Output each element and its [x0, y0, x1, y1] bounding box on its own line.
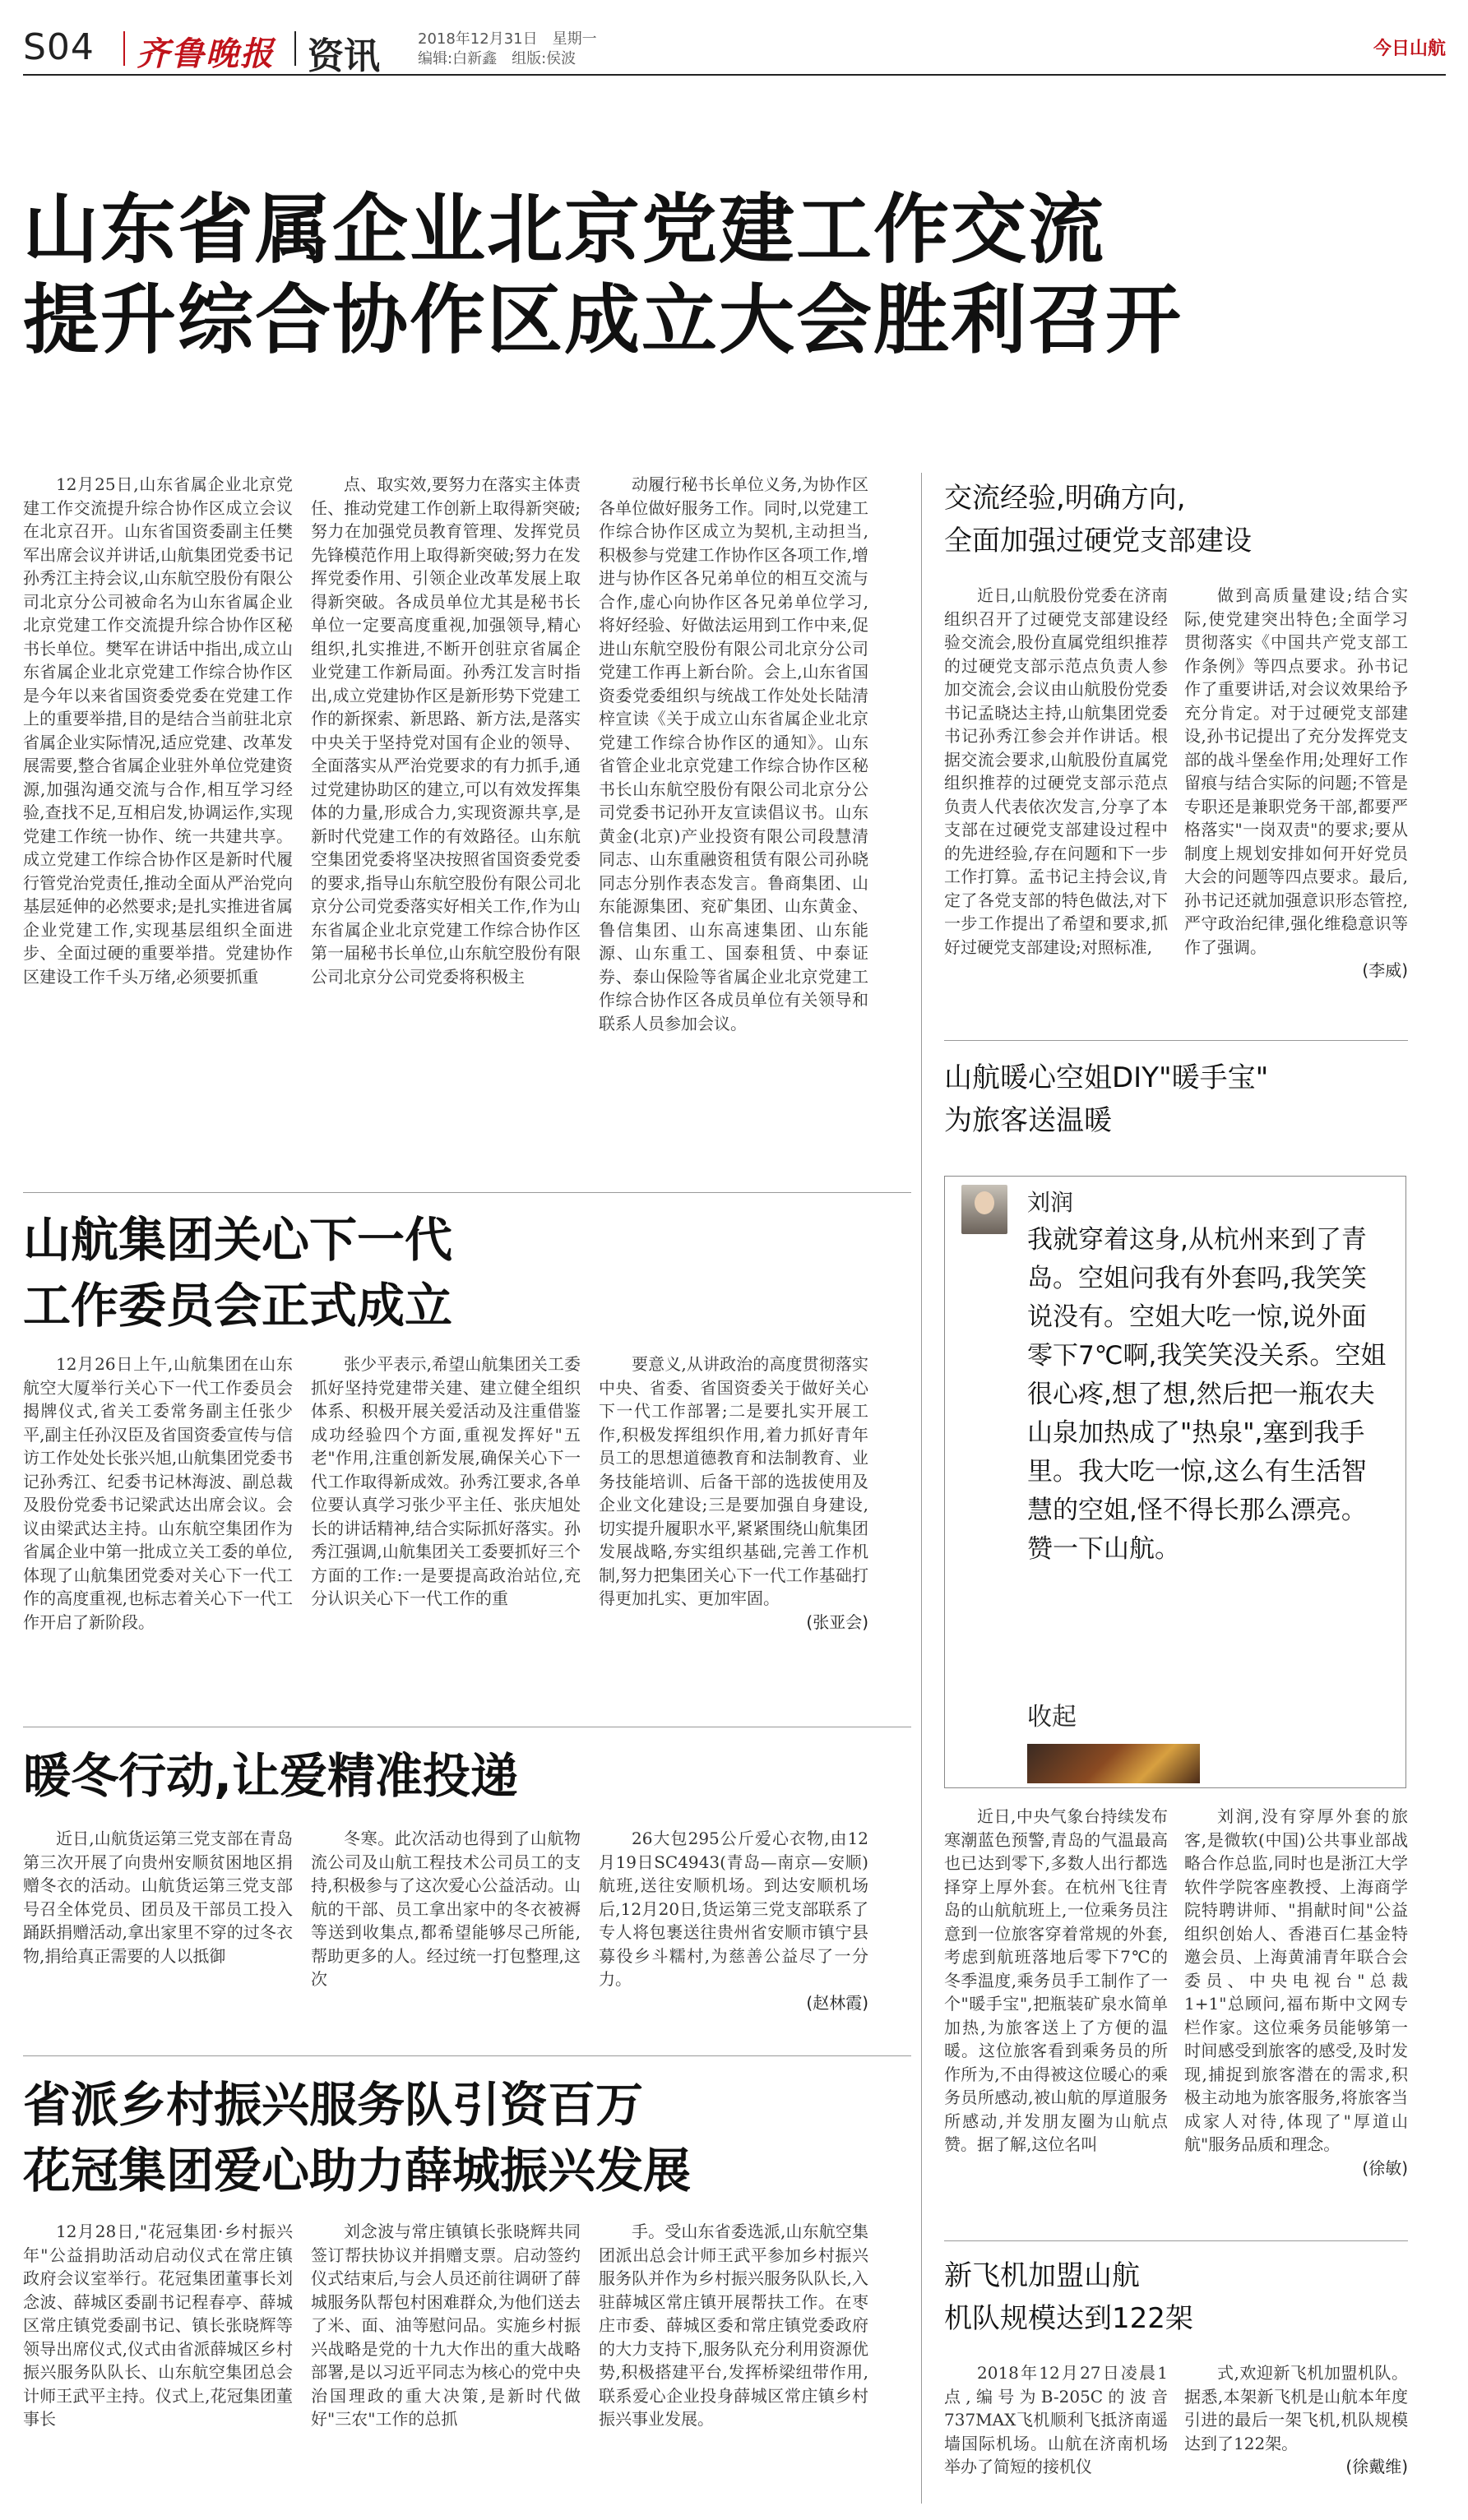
art4-headline [23, 2072, 691, 2203]
side2-headline-line-1: 山航暖心空姐DIY"暖手宝" [944, 1061, 1269, 1094]
column-rule [921, 473, 922, 2504]
side1-byline: (李威) [1362, 960, 1408, 980]
art2-text-2: 张少平表示,希望山航集团关工委抓好坚持党建带关建、建立健全组织体系、积极开展关爱活动及注重借鉴成功经验四个方面,重视发挥好"五老"作用,注重创新发展,确保关心下一代工作取得新成效。孙秀江要求,各单位要认真学习张少平主任、张庆旭处长的讲话精神,结合实际抓好落实。孙秀江强调,山航集团关工委要抓好三个方面的工作:一是要提高政治站位,充分认识关心下一代工作的重 [311, 1354, 581, 1608]
side1-headline [944, 477, 1252, 562]
side3-headline-line-2: 机队规模达到122架 [944, 2302, 1193, 2335]
art4-column-2 [311, 2220, 581, 2504]
lead-column-3 [599, 473, 868, 1180]
lead-column-2 [311, 473, 581, 1180]
art4-column-3 [599, 2220, 868, 2504]
art4-text-2: 刘念波与常庄镇镇长张晓辉共同签订帮扶协议并捐赠支票。启动签约仪式结束后,与会人员还前往调研了薛城服务队帮包村困难群众,为他们送去了米、面、油等慰问品。实施乡村振兴战略是党的十九大作出的重大战略部署,是以习近平同志为核心的党中央治国理政的重大决策,是新时代做好"三农"工作的总抓 [311, 2222, 581, 2429]
side1-text-2: 做到高质量建设;结合实际,使党建突出特色;全面学习贯彻落实《中国共产党支部工作条例》等四点要求。孙书记作了重要讲话,对会议效果给予充分肯定。对于过硬党支部建设,孙书记提出了充分发挥党支部的战斗堡垒作用;处理好工作留痕与结合实际的问题;不管是专职还是兼职党务干部,都要严格落实"一岗双责"的要求;要从制度上规划安排如何开好党员大会的问题等四点要求。最后,孙书记还就加强意识形态管控,严守政治纪律,强化维稳意识等作了强调。 [1184, 585, 1408, 957]
side3-column-2 [1184, 2361, 1408, 2504]
avatar [961, 1185, 1007, 1234]
side2-headline [944, 1057, 1268, 1142]
side3-headline-line-1: 新飞机加盟山航 [944, 2259, 1140, 2292]
weibo-post-card [944, 1176, 1406, 1788]
side2-column-2 [1184, 1805, 1408, 2232]
lead-headline-line-2: 提升综合协作区成立大会胜利召开 [23, 276, 1183, 364]
side2-text-1: 近日,中央气象台持续发布寒潮蓝色预警,青岛的气温最高也已达到零下,多数人出行都选择穿上厚外套。在杭州飞往青岛的山航航班上,一位乘务员注意到一位旅客穿着常规的外套,考虑到航班落地后零下7℃的冬季温度,乘务员手工制作了一个"暖手宝",把瓶装矿泉水简单加热,为旅客送上了方便的温暖。这位旅客看到乘务员的所作所为,不由得被这位暖心的乘务员所感动,被山航的厚道服务所感动,并发朋友圈为山航点赞。据了解,这位名叫 [944, 1806, 1168, 2154]
side2-text-2: 刘润,没有穿厚外套的旅客,是微软(中国)公共事业部战略合作总监,同时也是浙江大学软件学院客座教授、上海商学院特聘讲师、"捐献时间"公益组织创始人、香港百仁基金特邀会员、上海黄浦青年联合会委员、中央电视台"总裁1+1"总顾问,福布斯中文网专栏作家。这位乘务员能够第一时间感受到旅客的感受,及时发现,捕捉到旅客潜在的需求,积极主动地为旅客服务,将旅客当成家人对待,体现了"厚道山航"服务品质和理念。 [1184, 1806, 1408, 2154]
lead-text-2: 点、取实效,要努力在落实主体责任、推动党建工作创新上取得新突破;努力在加强党员教育管理、发挥党员先锋模范作用上取得新突破;努力在发挥党委作用、引领企业改革发展上取得新突破。各成员单位尤其是秘书长单位一定要高度重视,加强领导,精心组织,扎实推进,不断开创驻京省属企业党建工作新局面。孙秀江发言时指出,成立党建协作区是新形势下党建工作的新探索、新思路、新方法,是落实中央关于坚持党对国有企业的领导、全面落实从严治党要求的有力抓手,通过党建协助区的建立,可以有效发挥集体的力量,形成合力,实现资源共享,是新时代党建工作的有效路径。山东航空集团党委将坚决按照省国资委党委的要求,指导山东航空股份有限公司北京分公司党委落实好相关工作,作为山东省属企业北京党建工作综合协作区第一届秘书长单位,山东航空股份有限公司北京分公司党委将积极主 [311, 474, 581, 987]
post-username: 刘润 [1027, 1189, 1074, 1216]
lead-column-1 [23, 473, 293, 1180]
lead-headline-line-1: 山东省属企业北京党建工作交流 [23, 186, 1106, 274]
side1-column-1 [944, 584, 1168, 1028]
masthead-meta [418, 30, 597, 69]
post-text: 我就穿着这身,从杭州来到了青岛。空姐问我有外套吗,我笑笑说没有。空姐大吃一惊,说外面零下7℃啊,我笑笑没关系。空姐很心疼,想了想,然后把一瓶农夫山泉加热成了"热泉",塞到我手里。我大吃一惊,这么有生活智慧的空姐,怪不得长那么漂亮。赞一下山航。 [1027, 1225, 1387, 1564]
editor-credits: 编辑:白新鑫 组版:侯波 [418, 50, 577, 67]
section-rule [944, 1040, 1408, 1041]
art4-text-3: 手。受山东省委选派,山东航空集团派出总会计师王武平参加乡村振兴服务队并作为乡村振兴服务队队长,入驻薛城区常庄镇开展帮扶工作。在枣庄市委、薛城区委和常庄镇党委政府的大力支持下,服务队充分利用资源优势,积极搭建平台,发挥桥梁纽带作用,联系爱心企业投身薛城区常庄镇乡村振兴事业发展。 [599, 2222, 868, 2429]
art2-headline-line-1: 山航集团关心下一代 [23, 1212, 453, 1268]
side1-headline-line-1: 交流经验,明确方向, [944, 482, 1186, 515]
art2-column-1 [23, 1352, 293, 1706]
art2-byline: (张亚会) [806, 1611, 868, 1632]
side3-text-2: 式,欢迎新飞机加盟机队。据悉,本架新飞机是山航本年度引进的最后一架飞机,机队规模达到了122架。 [1184, 2363, 1408, 2453]
art3-headline: 暖冬行动,让爱精准投递 [23, 1748, 519, 1804]
side1-headline-line-2: 全面加强过硬党支部建设 [944, 525, 1252, 557]
art2-column-2 [311, 1352, 581, 1706]
collapse-link[interactable]: 收起 [1027, 1703, 1077, 1732]
art2-headline [23, 1207, 452, 1339]
newspaper-logo: 齐鲁晚报 [137, 35, 275, 73]
section-rule [944, 2240, 1408, 2241]
lead-headline [23, 185, 1446, 366]
art2-headline-line-2: 工作委员会正式成立 [23, 1278, 453, 1334]
art2-text-1: 12月26日上午,山航集团在山东航空大厦举行关心下一代工作委员会揭牌仪式,省关工委常务副主任张少平,副主任孙汉臣及省国资委宣传与信访工作处处长张兴旭,山航集团党委书记孙秀江、纪委书记林海波、副总裁及股份党委书记梁武达出席会议。会议由梁武达主持。山东航空集团作为省属企业中第一批成立关工委的单位,体现了山航集团党委对关心下一代工作的高度重视,也标志着关心下一代工作开启了新阶段。 [23, 1354, 293, 1632]
side2-byline: (徐敏) [1362, 2157, 1408, 2178]
art3-text-2: 冬寒。此次活动也得到了山航物流公司及山航工程技术公司员工的支持,积极参与了这次爱心公益活动。山航的干部、员工拿出家中的冬衣被褥等送到收集点,都希望能够尽己所能,帮助更多的人。经过统一打包整理,这次 [311, 1829, 581, 1989]
lead-text-3: 动履行秘书长单位义务,为协作区各单位做好服务工作。同时,以党建工作综合协作区成立为契机,主动担当,积极参与党建工作协作区各项工作,增进与协作区各兄弟单位的相互交流与合作,虚心向协作区各兄弟单位学习,将好经验、好做法运用到工作中来,促进山东航空股份有限公司北京分公司党建工作再上新台阶。会上,山东省国资委党委组织与统战工作处处长陆清梓宣读《关于成立山东省属企业北京党建工作综合协作区的通知》。山东省管企业北京党建工作综合协作区秘书长山东航空股份有限公司北京分公司党委书记孙开友宣读倡议书。山东黄金(北京)产业投资有限公司段慧清同志、山东重融资租赁有限公司孙晓同志分别作表态发言。鲁商集团、山东能源集团、兖矿集团、山东黄金、鲁信集团、山东高速集团、山东能源、山东重工、国泰租赁、中泰证券、泰山保险等省属企业北京党建工作综合协作区各成员单位有关领导和联系人员参加会议。 [599, 474, 868, 1033]
side1-column-2 [1184, 584, 1408, 1028]
side3-text-1: 2018年12月27日凌晨1点,编号为B-205C的波音737MAX飞机顺利飞抵济南遥墙国际机场。山航在济南机场举办了简短的接机仪 [944, 2363, 1168, 2476]
issue-date: 2018年12月31日 星期一 [418, 30, 597, 48]
lead-text-1: 12月25日,山东省属企业北京党建工作交流提升综合协作区成立会议在北京召开。山东省国资委副主任樊军出席会议并讲话,山航集团党委书记孙秀江主持会议,山东航空股份有限公司北京分公司被命名为山东省属企业北京党建工作交流提升综合协作区秘书长单位。樊军在讲话中指出,成立山东省属企业北京党建工作综合协作区是今年以来省国资委党委在党建工作上的重要举措,目的是结合当前驻北京省属企业实际情况,适应党建、改革发展需要,整合省属企业驻外单位党建资源,加强沟通交流与合作,相互学习经验,查找不足,互相启发,协调运作,实现党建工作统一协作、统一共建共享。成立党建工作综合协作区是新时代履行管党治党责任,推动全面从严治党向基层延伸的必然要求;是扎实推进省属企业党建工作,实现基层组织全面进步、全面过硬的重要举措。党建协作区建设工作千头万绪,必须要抓重 [23, 474, 293, 987]
art2-text-3: 要意义,从讲政治的高度贯彻落实中央、省委、省国资委关于做好关心下一代工作部署;二是要扎实开展工作,积极发挥组织作用,着力抓好青年员工的思想道德教育和法制教育、业务技能培训、后备干部的选拔使用及企业文化建设;三是要加强自身建设,切实提升履职水平,紧紧围绕山航集团发展战略,夯实组织基础,完善工作机制,努力把集团关心下一代工作基础打得更加扎实、更加牢固。 [599, 1354, 868, 1608]
art3-column-3 [599, 1827, 868, 2049]
art4-column-1 [23, 2220, 293, 2504]
side2-headline-line-2: 为旅客送温暖 [944, 1104, 1112, 1137]
art3-column-1 [23, 1827, 293, 2049]
side3-column-1 [944, 2361, 1168, 2504]
masthead [23, 18, 1446, 76]
side3-byline: (徐戴维) [1345, 2457, 1408, 2476]
section-rule [23, 1192, 911, 1193]
art2-column-3 [599, 1352, 868, 1706]
masthead-divider [123, 31, 125, 66]
section-name: 资讯 [308, 35, 380, 77]
art3-text-3: 26大包295公斤爱心衣物,由12月19日SC4943(青岛—南京—安顺)航班,送往安顺机场。到达安顺机场后,12月20日,货运第三党支部联系了专人将包裹送往贵州省安顺市镇宁县募役乡斗糯村,为慈善公益尽了一分力。 [599, 1829, 868, 1989]
section-rule [23, 2055, 911, 2056]
art3-text-1: 近日,山航货运第三党支部在青岛第三次开展了向贵州安顺贫困地区捐赠冬衣的活动。山航货运第三党支部号召全体党员、团员及干部员工投入踊跃捐赠活动,拿出家里不穿的过冬衣物,捐给真正需要的人以抵御 [23, 1829, 293, 1966]
side1-text-1: 近日,山航股份党委在济南组织召开了过硬党支部建设经验交流会,股份直属党组织推荐的过硬党支部示范点负责人参加交流会,会议由山航股份党委书记孟晓达主持,山航集团党委书记孙秀江参会并作讲话。根据交流会要求,山航股份直属党组织推荐的过硬党支部示范点负责人代表依次发言,分享了本支部在过硬党支部建设过程中的先进经验,存在问题和下一步工作打算。孟书记主持会议,肯定了各党支部的特色做法,对下一步工作提出了希望和要求,抓好过硬党支部建设;对照标准, [944, 585, 1168, 957]
page-number: S04 [23, 26, 95, 68]
column-name: 今日山航 [1373, 39, 1446, 59]
art3-byline: (赵林霞) [806, 1992, 868, 2013]
side3-headline [944, 2254, 1193, 2340]
art4-text-1: 12月28日,"花冠集团·乡村振兴年"公益捐助活动启动仪式在常庄镇政府会议室举行。花冠集团董事长刘念波、薛城区委副书记程春亭、薛城区常庄镇党委副书记、镇长张晓辉等领导出席仪式,仪式由省派薛城区乡村振兴服务队队长、山东航空集团总会计师王武平主持。仪式上,花冠集团董事长 [23, 2222, 293, 2429]
art3-column-2 [311, 1827, 581, 2049]
art4-headline-line-1: 省派乡村振兴服务队引资百万 [23, 2077, 644, 2133]
side2-column-1 [944, 1805, 1168, 2232]
masthead-divider [294, 31, 296, 66]
art4-headline-line-2: 花冠集团爱心助力薛城振兴发展 [23, 2143, 692, 2199]
post-photo [1027, 1744, 1200, 1783]
